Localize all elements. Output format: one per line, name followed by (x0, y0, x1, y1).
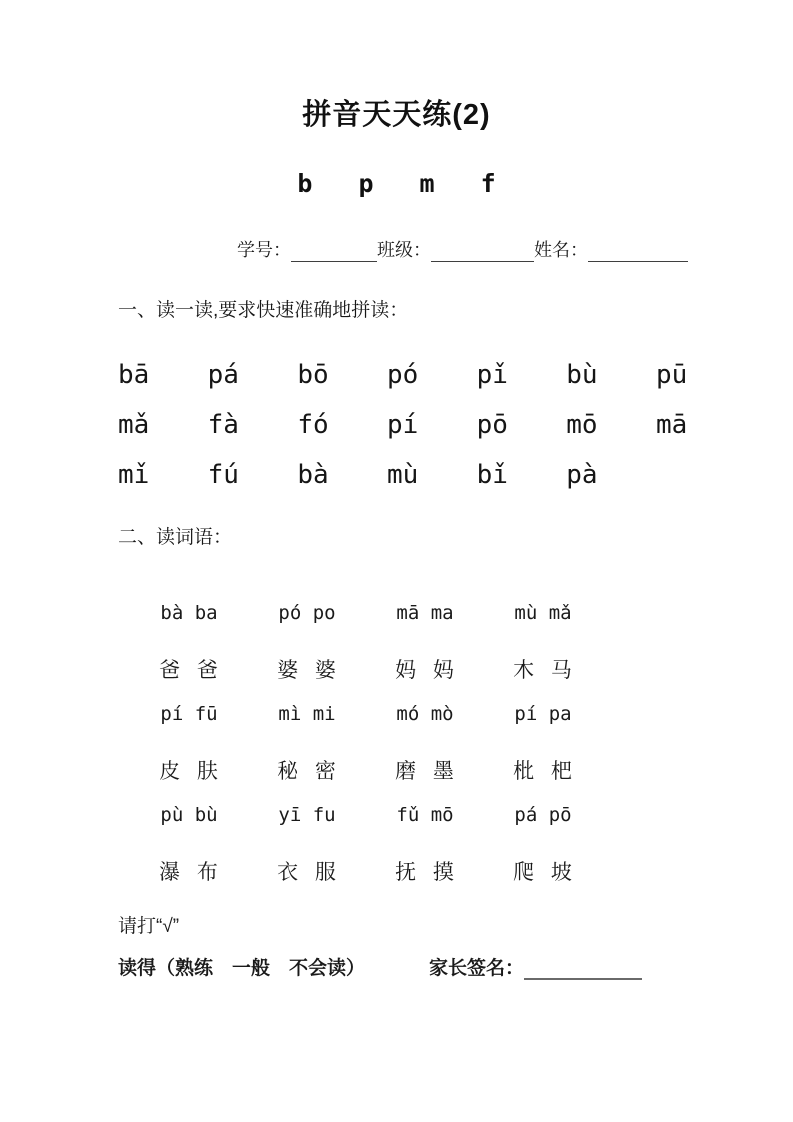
pinyin-syllable: pū (655, 360, 688, 390)
student-id-blank[interactable] (291, 241, 377, 262)
pinyin-syllable: pá (207, 360, 239, 390)
initials-row (0, 169, 793, 198)
word-hanzi: 婆 婆 (277, 659, 337, 682)
page-title: 拼音天天练(2) (302, 99, 491, 131)
pinyin-syllable: bù (566, 360, 598, 390)
word-grid (0, 600, 793, 903)
section1-heading: 一、读一读,要求快速准确地拼读： (118, 300, 409, 321)
pinyin-syllable: pí (386, 410, 419, 440)
word-pinyin: pí pa (514, 703, 572, 725)
pinyin-syllable: fó (297, 410, 329, 440)
word-pinyin: pó po (278, 602, 336, 624)
word-hanzi: 妈 妈 (395, 659, 455, 682)
word-pinyin: pí fū (160, 703, 218, 725)
signature-blank[interactable] (524, 960, 642, 980)
word-hanzi: 抚 摸 (395, 861, 455, 884)
pinyin-syllable: pó (386, 360, 419, 390)
pinyin-syllable: mǐ (118, 460, 150, 490)
word-hanzi: 秘 密 (277, 760, 337, 783)
word-pinyin: pù bù (160, 804, 218, 826)
word-hanzi: 爬 坡 (513, 861, 573, 884)
pinyin-row-1 (118, 360, 793, 410)
pinyin-syllable: mā (655, 410, 688, 440)
pinyin-syllable: bō (297, 360, 329, 390)
student-info-line (237, 236, 793, 262)
pinyin-syllable: mǎ (118, 410, 150, 440)
initial-letter-p: p (358, 169, 374, 198)
word-hanzi: 枇 杷 (513, 760, 573, 783)
initial-letter-m: m (419, 169, 435, 198)
word-hanzi-line-2 (130, 751, 793, 802)
word-hanzi: 木 马 (513, 659, 573, 682)
word-pinyin-line-2 (130, 701, 793, 751)
pinyin-row-3 (118, 460, 793, 510)
word-pinyin: mì mi (278, 703, 336, 725)
initial-letter-b: b (297, 169, 313, 198)
word-pinyin-line-3 (130, 802, 793, 852)
word-hanzi: 衣 服 (277, 861, 337, 884)
word-hanzi-line-3 (130, 852, 793, 903)
pinyin-row-2 (118, 410, 793, 460)
word-pinyin: yī fu (278, 804, 336, 826)
name-blank[interactable] (588, 241, 688, 262)
pinyin-syllable: fú (207, 460, 239, 490)
pinyin-syllable: mō (566, 410, 598, 440)
pinyin-syllable: pà (566, 460, 598, 490)
word-hanzi-line-1 (130, 650, 793, 701)
pinyin-syllable: bǐ (476, 460, 508, 490)
initial-letter-f: f (480, 169, 496, 198)
word-hanzi: 皮 肤 (159, 760, 219, 783)
word-pinyin: mó mò (396, 703, 454, 725)
class-label: 班级： (377, 240, 431, 260)
student-id-label: 学号： (237, 240, 291, 260)
pinyin-syllable: bā (118, 360, 150, 390)
pinyin-syllable: pǐ (476, 360, 508, 390)
class-blank[interactable] (431, 241, 534, 262)
word-pinyin: fǔ mō (396, 804, 454, 826)
pinyin-syllable: mù (386, 460, 419, 490)
word-pinyin-line-1 (130, 600, 793, 650)
word-pinyin: pá pō (514, 804, 572, 826)
pinyin-syllable: fà (207, 410, 239, 440)
rating-line (118, 953, 793, 980)
rating-options: 读得（熟练 一般 不会读） (118, 958, 366, 979)
word-pinyin: mù mǎ (514, 602, 572, 624)
word-hanzi: 瀑 布 (159, 861, 219, 884)
word-pinyin: mā ma (396, 602, 454, 624)
name-label: 姓名： (534, 240, 588, 260)
signature-label: 家长签名： (429, 958, 525, 979)
check-instruction: 请打“√” (118, 916, 180, 937)
pinyin-syllable: pō (476, 410, 508, 440)
pinyin-syllable: bà (297, 460, 329, 490)
word-hanzi: 爸 爸 (159, 659, 219, 682)
word-pinyin: bà ba (160, 602, 218, 624)
word-hanzi: 磨 墨 (395, 760, 455, 783)
section2-heading: 二、读词语： (118, 527, 233, 548)
